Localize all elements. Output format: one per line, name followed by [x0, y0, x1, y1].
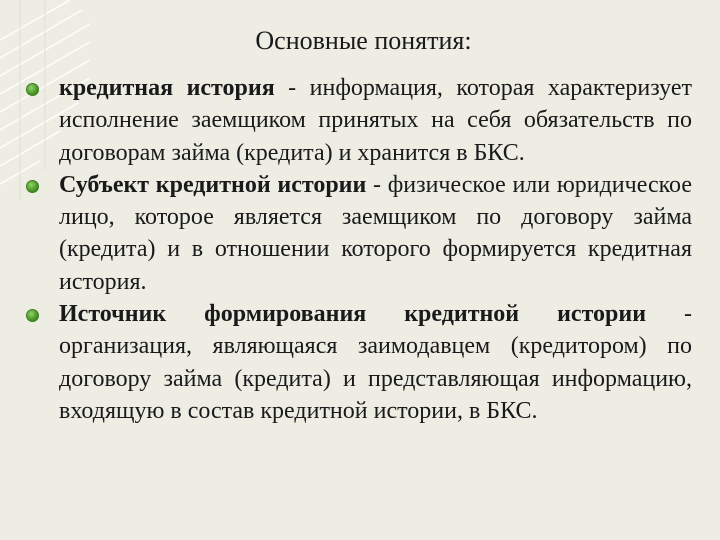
slide-title: [0, 26, 720, 56]
definition-text: - физическое или юридическое лицо, которое является заемщиком по договору займа (кредита) и в отношении которого формируется кредитная история.: [59, 171, 693, 295]
green-bullet-icon: [26, 309, 39, 322]
green-bullet-icon: [26, 83, 39, 96]
green-bullet-icon: [26, 180, 39, 193]
slide-title-text: Основные понятия:: [255, 26, 472, 55]
definition-term: кредитная история: [59, 75, 275, 101]
definition-text: - информация, которая характеризует исполнение заемщиком принятых на себя обязательств по договорам займа (кредита) и хранится в БКС.: [59, 75, 692, 166]
definitions-list: [24, 72, 692, 427]
definition-text: - организация, являющаяся заимодавцем (кредитором) по договору займа (кредита) и представляющая информацию, входящую в состав кредитной истории, в БКС.: [59, 301, 692, 424]
definition-item-credit-history-source: [24, 298, 692, 427]
definition-term: Источник формирования кредитной истории: [59, 301, 647, 328]
definition-term: Субъект кредитной истории: [59, 171, 367, 198]
definition-item-credit-history: [24, 72, 692, 169]
definition-item-credit-history-subject: [24, 169, 692, 298]
